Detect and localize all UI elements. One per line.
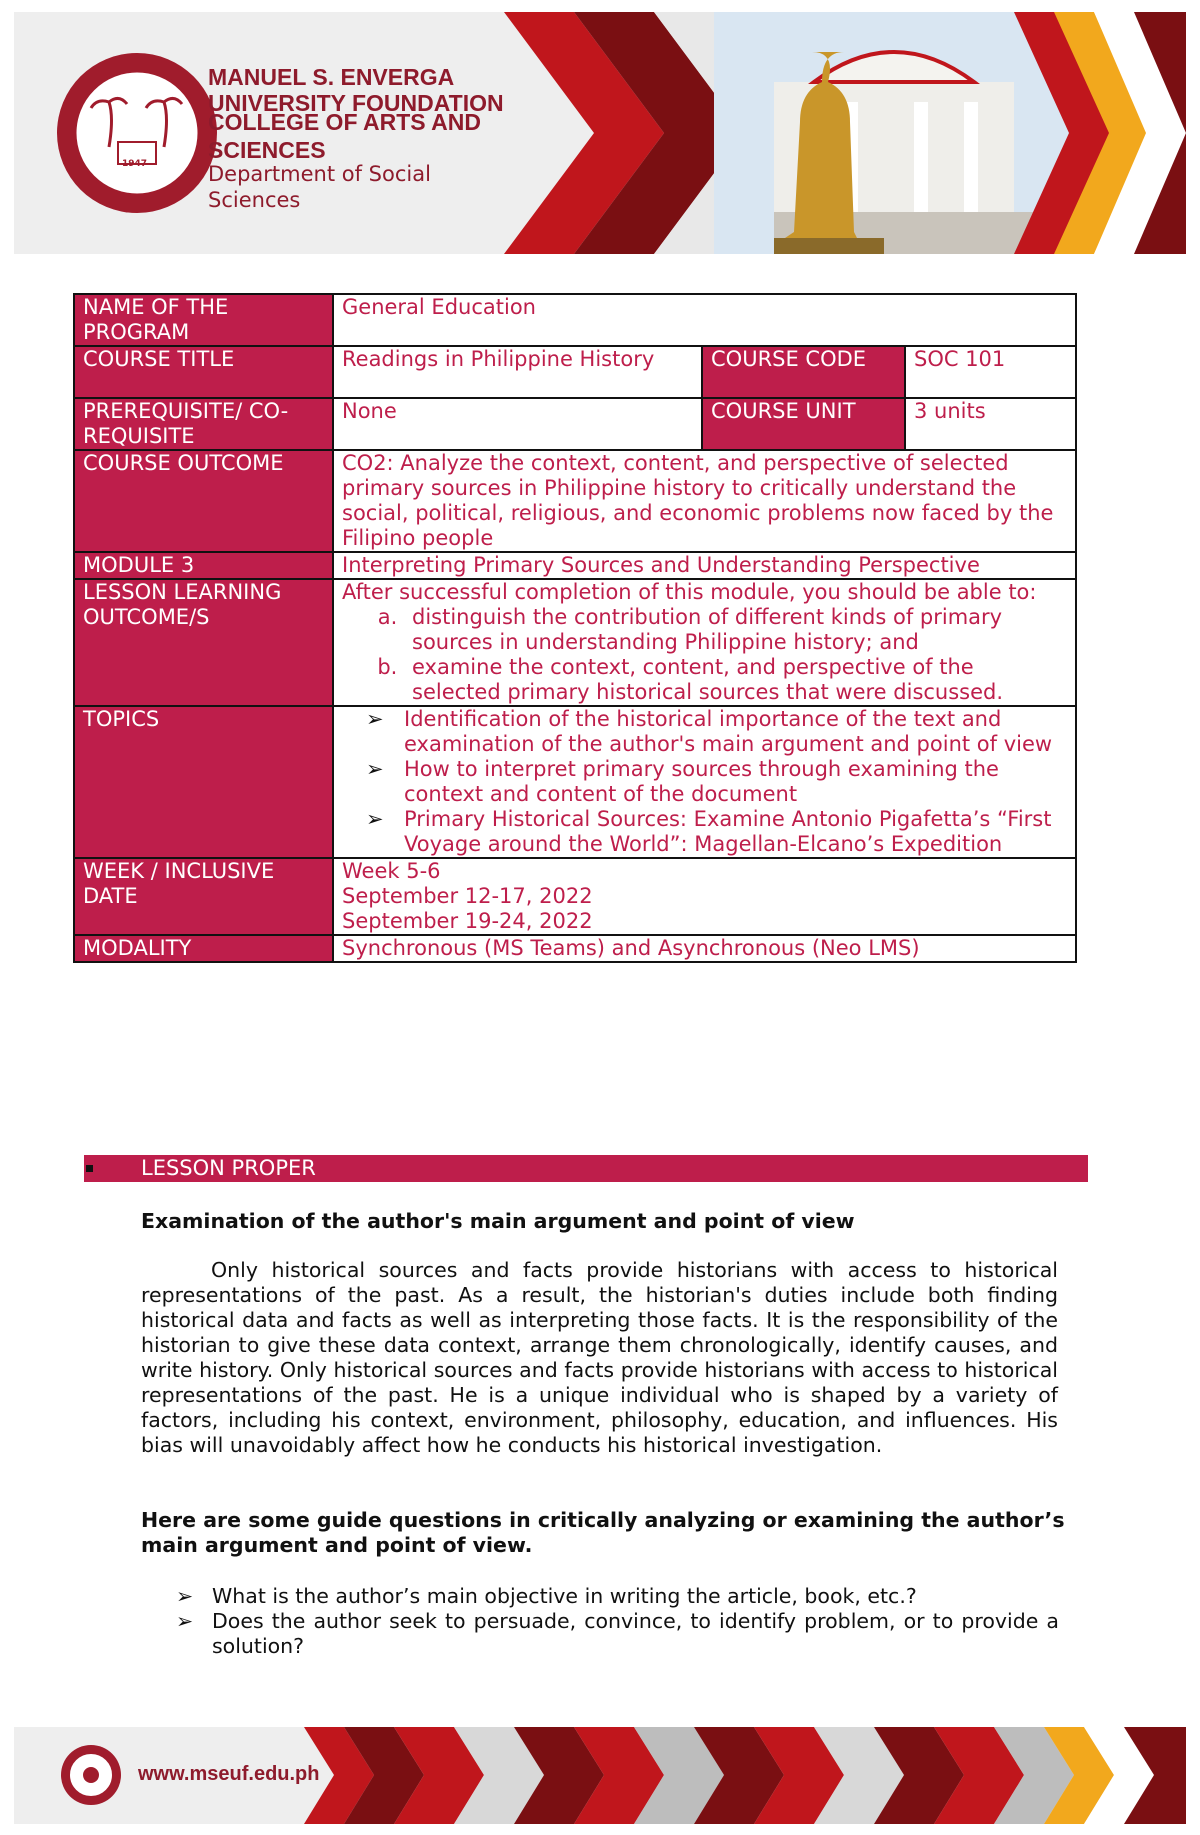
table-row: [74, 706, 1076, 858]
list-item: ➢ What is the author’s main objective in writing the article, book, etc.?: [212, 1584, 1059, 1609]
lesson-paragraph: [141, 1258, 1058, 1458]
course-unit-value: 3 units: [905, 398, 1076, 450]
week-value: Week 5-6: [342, 859, 441, 883]
modality-value: Synchronous (MS Teams) and Asynchronous (Neo LMS): [333, 935, 1076, 962]
course-title-value: Readings in Philippine History: [333, 346, 702, 398]
building-column: [914, 102, 928, 222]
footer-seal-center: [83, 1767, 99, 1783]
course-unit-label: COURSE UNIT: [702, 398, 905, 450]
list-item: ➢ How to interpret primary sources through examining the context and content of the document: [404, 757, 1067, 807]
course-outcome-value: CO2: Analyze the context, content, and perspective of selected primary sources in Philippine history to critically understand the social, political, religious, and economic problems now faced by the Filipino people: [333, 450, 1076, 552]
list-item: b. examine the context, content, and perspective of the selected primary historical sources that were discussed.: [404, 655, 1067, 705]
building-column: [964, 102, 978, 222]
table-row: [74, 450, 1076, 552]
lesson-outcome-intro: After successful completion of this module, you should be able to:: [342, 580, 1037, 604]
header-graphics: [14, 12, 1186, 254]
seal-inner: [75, 71, 199, 195]
week-label: WEEK / INCLUSIVE DATE: [74, 858, 333, 935]
university-name: MANUEL S. ENVERGA UNIVERSITY FOUNDATION: [208, 64, 504, 116]
table-row: [74, 346, 1076, 398]
lesson-paragraph-text: Only historical sources and facts provide historians with access to historical representations of the past. As a result, the historian's duties include both finding historical data and facts as well as interpreting those facts. It is the responsibility of the historian to give these data context, arrange them chronologically, identify causes, and write history. Only historical sources and facts provide historians with access to historical representations of the past. He is a unique individual who is shaped by a variety of factors, including his context, environment, philosophy, education, and influences. His bias will unavoidably affect how he conducts his historical investigation.: [141, 1258, 1058, 1457]
prerequisite-value: None: [333, 398, 702, 450]
list-item: a. distinguish the contribution of different kinds of primary sources in understanding Philippine history; and: [404, 605, 1067, 655]
week-cell: [333, 858, 1076, 935]
course-code-value: SOC 101: [905, 346, 1076, 398]
table-row: [74, 552, 1076, 579]
topics-label: TOPICS: [74, 706, 333, 858]
guide-heading: Here are some guide questions in critically analyzing or examining the author’s main argument and point of view.: [141, 1508, 1065, 1557]
lesson-proper-bar: [84, 1155, 1088, 1182]
square-bullet-icon: [86, 1165, 93, 1172]
table-row: [74, 858, 1076, 935]
modality-label: MODALITY: [74, 935, 333, 962]
college-name: COLLEGE OF ARTS AND SCIENCES: [208, 109, 482, 163]
topics-cell: [333, 706, 1076, 858]
seal-year: 1947: [122, 159, 148, 169]
list-item: ➢ Primary Historical Sources: Examine Antonio Pigafetta’s “First Voyage around the World”: Magellan-Elcano’s Expedition: [404, 807, 1067, 857]
website-link[interactable]: www.mseuf.edu.ph: [138, 1763, 320, 1785]
guide-questions-list: [141, 1584, 1059, 1659]
topics-list: [342, 707, 1067, 857]
course-title-label: COURSE TITLE: [74, 346, 333, 398]
lesson-outcome-list: [342, 605, 1067, 705]
course-code-label: COURSE CODE: [702, 346, 905, 398]
list-item: ➢ Identification of the historical importance of the text and examination of the author's main argument and point of view: [404, 707, 1067, 757]
list-item: ➢ Does the author seek to persuade, convince, to identify problem, or to provide a solution?: [212, 1609, 1059, 1659]
course-info-table: [73, 293, 1077, 963]
module-label: MODULE 3: [74, 552, 333, 579]
date-range: September 12-17, 2022: [342, 884, 593, 908]
department-name: Department of Social Sciences: [208, 162, 431, 212]
table-row: [74, 398, 1076, 450]
lesson-heading: Examination of the author's main argument and point of view: [141, 1209, 855, 1233]
lesson-outcome-label: LESSON LEARNING OUTCOME/S: [74, 579, 333, 706]
date-range: September 19-24, 2022: [342, 909, 593, 933]
module-value: Interpreting Primary Sources and Understanding Perspective: [333, 552, 1076, 579]
lesson-proper-label: LESSON PROPER: [141, 1156, 316, 1180]
table-row: [74, 579, 1076, 706]
lesson-outcome-cell: [333, 579, 1076, 706]
course-outcome-label: COURSE OUTCOME: [74, 450, 333, 552]
program-value: General Education: [333, 294, 1076, 346]
statue-base: [774, 238, 884, 254]
table-row: [74, 935, 1076, 962]
program-label: NAME OF THE PROGRAM: [74, 294, 333, 346]
prerequisite-label: PREREQUISITE/ CO-REQUISITE: [74, 398, 333, 450]
table-row: [74, 294, 1076, 346]
header-banner: [14, 12, 1186, 254]
